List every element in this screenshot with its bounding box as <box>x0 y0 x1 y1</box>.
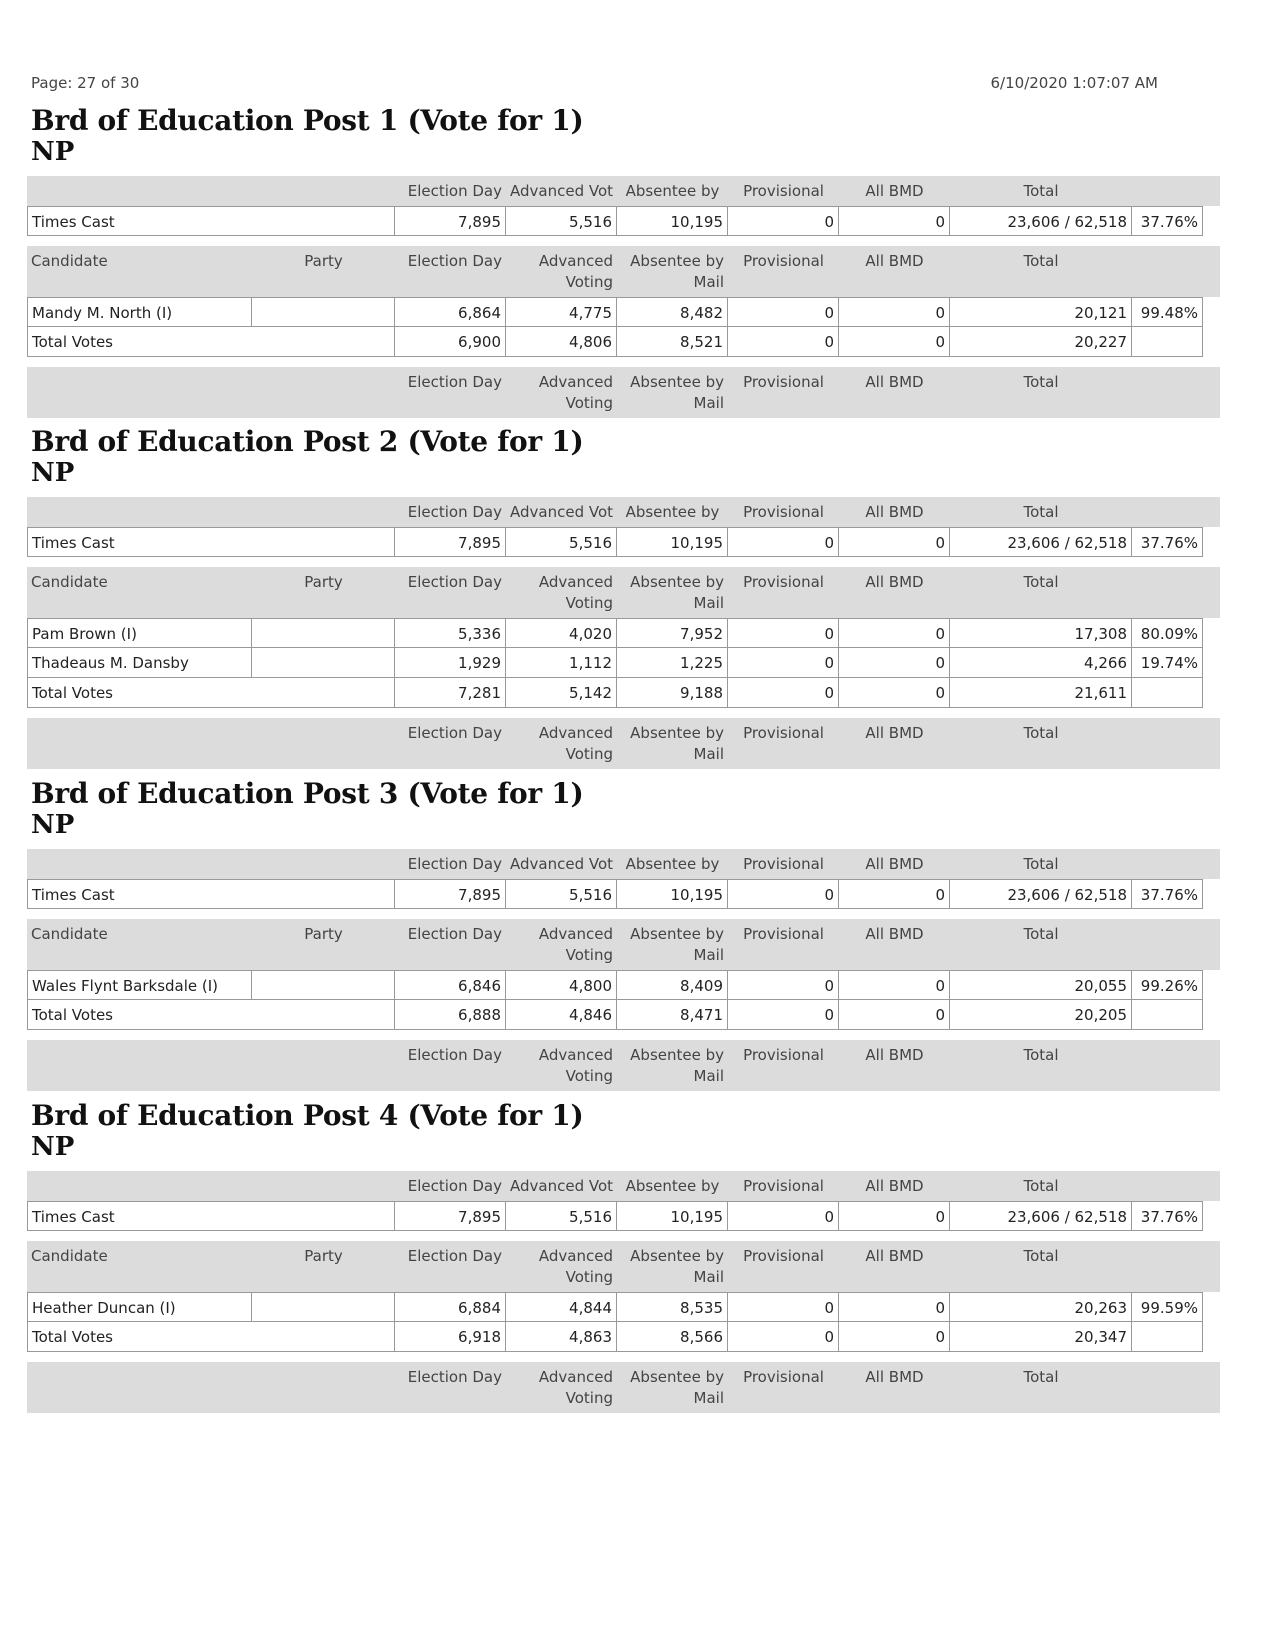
cell-election-day: 7,281 <box>395 678 506 708</box>
col-total: Total <box>1023 1046 1059 1064</box>
col-advanced-voting: Advanced Voting <box>538 252 613 291</box>
cell-pct: 37.76% <box>1132 527 1203 557</box>
cell-absentee: 10,195 <box>617 879 728 909</box>
race-party: NP <box>31 810 75 840</box>
col-election-day: Election Day <box>407 925 502 943</box>
col-absentee-by: Absentee by <box>625 1177 720 1195</box>
col-provisional: Provisional <box>743 925 824 943</box>
times-cast-label: Times Cast <box>27 1201 395 1231</box>
cell-provisional: 0 <box>728 678 839 708</box>
cell-total: 17,308 <box>950 618 1132 648</box>
candidate-header <box>27 567 1220 618</box>
col-candidate: Candidate <box>31 925 108 943</box>
cell-pct: 37.76% <box>1132 879 1203 909</box>
cell-pct: 99.59% <box>1132 1292 1203 1322</box>
col-all-bmd: All BMD <box>865 373 924 391</box>
cell-pct: 99.26% <box>1132 970 1203 1000</box>
cell-pct: 19.74% <box>1132 648 1203 678</box>
col-all-bmd: All BMD <box>865 1368 924 1386</box>
cell-absentee: 8,471 <box>617 1000 728 1030</box>
cell-total: 20,347 <box>950 1322 1132 1352</box>
total-votes-label: Total Votes <box>27 678 395 708</box>
cell-total: 21,611 <box>950 678 1132 708</box>
times-cast-row <box>27 879 1220 909</box>
times-cast-table <box>27 1171 1220 1231</box>
footer-header <box>27 1040 1220 1091</box>
cell-advanced: 5,516 <box>506 879 617 909</box>
col-total: Total <box>1023 925 1059 943</box>
times-cast-table <box>27 176 1220 236</box>
candidate-header <box>27 919 1220 970</box>
col-party: Party <box>304 1247 343 1265</box>
race-party: NP <box>31 458 75 488</box>
col-absentee-by-mail: Absentee by Mail <box>630 925 724 964</box>
col-advanced-voting: Advanced Voting <box>538 573 613 612</box>
footer-header <box>27 1362 1220 1413</box>
candidate-row <box>27 970 1220 1000</box>
cell-election-day: 1,929 <box>395 648 506 678</box>
col-provisional: Provisional <box>743 724 824 742</box>
col-election-day: Election Day <box>407 503 502 521</box>
col-election-day: Election Day <box>407 573 502 591</box>
col-provisional: Provisional <box>743 1368 824 1386</box>
candidate-party <box>252 970 395 1000</box>
col-advanced-voting: Advanced Voting <box>538 724 613 763</box>
cell-absentee: 9,188 <box>617 678 728 708</box>
race-party: NP <box>31 137 75 167</box>
cell-absentee: 8,482 <box>617 297 728 327</box>
col-candidate: Candidate <box>31 252 108 270</box>
col-election-day: Election Day <box>407 1177 502 1195</box>
report-timestamp: 6/10/2020 1:07:07 AM <box>990 74 1158 92</box>
times-cast-table <box>27 497 1220 557</box>
cell-all-bmd: 0 <box>839 206 950 236</box>
cell-pct: 37.76% <box>1132 1201 1203 1231</box>
cell-advanced: 4,800 <box>506 970 617 1000</box>
cell-all-bmd: 0 <box>839 879 950 909</box>
col-advanced-voting: Advanced Voting <box>538 1247 613 1286</box>
cell-provisional: 0 <box>728 648 839 678</box>
col-advanced-voting: Advanced Voting <box>538 1046 613 1085</box>
footer-header <box>27 718 1220 769</box>
cell-absentee: 8,521 <box>617 327 728 357</box>
col-all-bmd: All BMD <box>865 503 924 521</box>
race-title: Brd of Education Post 3 (Vote for 1) <box>31 777 584 810</box>
cell-advanced: 4,846 <box>506 1000 617 1030</box>
col-advanced-voting: Advanced Voting <box>538 373 613 412</box>
total-votes-label: Total Votes <box>27 1322 395 1352</box>
col-total: Total <box>1023 182 1059 200</box>
col-candidate: Candidate <box>31 573 108 591</box>
col-absentee-by-mail: Absentee by Mail <box>630 724 724 763</box>
col-all-bmd: All BMD <box>865 252 924 270</box>
col-provisional: Provisional <box>743 1247 824 1265</box>
col-election-day: Election Day <box>407 182 502 200</box>
col-advanced-vot: Advanced Vot <box>510 182 614 200</box>
cell-all-bmd: 0 <box>839 648 950 678</box>
col-absentee-by-mail: Absentee by Mail <box>630 373 724 412</box>
cell-total: 20,227 <box>950 327 1132 357</box>
candidate-table <box>27 246 1220 357</box>
col-total: Total <box>1023 573 1059 591</box>
col-absentee-by-mail: Absentee by Mail <box>630 252 724 291</box>
candidate-rows <box>27 1292 1220 1322</box>
cell-provisional: 0 <box>728 970 839 1000</box>
cell-total: 23,606 / 62,518 <box>950 527 1132 557</box>
col-election-day: Election Day <box>407 855 502 873</box>
candidate-header <box>27 1241 1220 1292</box>
cell-all-bmd: 0 <box>839 678 950 708</box>
cell-advanced: 5,516 <box>506 206 617 236</box>
cell-election-day: 6,846 <box>395 970 506 1000</box>
candidate-rows <box>27 297 1220 327</box>
col-absentee-by-mail: Absentee by Mail <box>630 1247 724 1286</box>
col-total: Total <box>1023 855 1059 873</box>
col-advanced-voting: Advanced Voting <box>538 925 613 964</box>
race-section <box>27 425 1220 769</box>
times-cast-label: Times Cast <box>27 206 395 236</box>
col-total: Total <box>1023 1368 1059 1386</box>
total-votes-row <box>27 1000 1220 1030</box>
cell-advanced: 4,806 <box>506 327 617 357</box>
cell-election-day: 6,888 <box>395 1000 506 1030</box>
cell-provisional: 0 <box>728 327 839 357</box>
cell-advanced: 5,142 <box>506 678 617 708</box>
times-cast-header <box>27 849 1220 879</box>
col-provisional: Provisional <box>743 855 824 873</box>
cell-absentee: 10,195 <box>617 206 728 236</box>
col-absentee-by-mail: Absentee by Mail <box>630 1368 724 1407</box>
col-advanced-voting: Advanced Voting <box>538 1368 613 1407</box>
cell-pct <box>1132 1322 1203 1352</box>
page-label: Page: 27 of 30 <box>31 74 140 92</box>
col-provisional: Provisional <box>743 503 824 521</box>
cell-all-bmd: 0 <box>839 1201 950 1231</box>
cell-provisional: 0 <box>728 527 839 557</box>
cell-advanced: 4,863 <box>506 1322 617 1352</box>
col-election-day: Election Day <box>407 1368 502 1386</box>
race-section <box>27 104 1220 418</box>
cell-provisional: 0 <box>728 1000 839 1030</box>
cell-provisional: 0 <box>728 1322 839 1352</box>
col-election-day: Election Day <box>407 724 502 742</box>
candidate-table <box>27 567 1220 708</box>
col-total: Total <box>1023 1247 1059 1265</box>
cell-provisional: 0 <box>728 297 839 327</box>
col-provisional: Provisional <box>743 252 824 270</box>
cell-election-day: 7,895 <box>395 879 506 909</box>
candidate-table <box>27 1241 1220 1352</box>
cell-total: 20,055 <box>950 970 1132 1000</box>
col-election-day: Election Day <box>407 252 502 270</box>
cell-total: 23,606 / 62,518 <box>950 879 1132 909</box>
candidate-rows <box>27 970 1220 1000</box>
cell-pct <box>1132 327 1203 357</box>
cell-absentee: 8,566 <box>617 1322 728 1352</box>
cell-advanced: 1,112 <box>506 648 617 678</box>
col-all-bmd: All BMD <box>865 724 924 742</box>
race-title: Brd of Education Post 4 (Vote for 1) <box>31 1099 584 1132</box>
candidate-header <box>27 246 1220 297</box>
col-election-day: Election Day <box>407 1247 502 1265</box>
cell-all-bmd: 0 <box>839 1322 950 1352</box>
race-section <box>27 777 1220 1091</box>
total-votes-label: Total Votes <box>27 1000 395 1030</box>
cell-provisional: 0 <box>728 1201 839 1231</box>
col-party: Party <box>304 925 343 943</box>
cell-all-bmd: 0 <box>839 618 950 648</box>
cell-pct: 99.48% <box>1132 297 1203 327</box>
col-provisional: Provisional <box>743 182 824 200</box>
cell-provisional: 0 <box>728 618 839 648</box>
col-party: Party <box>304 573 343 591</box>
cell-absentee: 8,409 <box>617 970 728 1000</box>
cell-all-bmd: 0 <box>839 970 950 1000</box>
times-cast-header <box>27 176 1220 206</box>
cell-total: 23,606 / 62,518 <box>950 1201 1132 1231</box>
times-cast-label: Times Cast <box>27 527 395 557</box>
col-provisional: Provisional <box>743 1177 824 1195</box>
candidate-name: Wales Flynt Barksdale (I) <box>27 970 252 1000</box>
col-all-bmd: All BMD <box>865 855 924 873</box>
candidate-rows <box>27 618 1220 678</box>
times-cast-label: Times Cast <box>27 879 395 909</box>
cell-total: 20,121 <box>950 297 1132 327</box>
cell-absentee: 1,225 <box>617 648 728 678</box>
race-section <box>27 1099 1220 1413</box>
footer-header <box>27 367 1220 418</box>
cell-election-day: 7,895 <box>395 527 506 557</box>
col-provisional: Provisional <box>743 373 824 391</box>
cell-election-day: 7,895 <box>395 1201 506 1231</box>
cell-total: 20,205 <box>950 1000 1132 1030</box>
col-advanced-vot: Advanced Vot <box>510 1177 614 1195</box>
col-all-bmd: All BMD <box>865 1046 924 1064</box>
cell-advanced: 5,516 <box>506 527 617 557</box>
times-cast-row <box>27 206 1220 236</box>
col-absentee-by-mail: Absentee by Mail <box>630 573 724 612</box>
candidate-name: Thadeaus M. Dansby <box>27 648 252 678</box>
col-provisional: Provisional <box>743 1046 824 1064</box>
cell-election-day: 7,895 <box>395 206 506 236</box>
col-total: Total <box>1023 252 1059 270</box>
total-votes-row <box>27 327 1220 357</box>
col-all-bmd: All BMD <box>865 573 924 591</box>
race-title: Brd of Education Post 1 (Vote for 1) <box>31 104 584 137</box>
cell-total: 4,266 <box>950 648 1132 678</box>
candidate-name: Mandy M. North (I) <box>27 297 252 327</box>
candidate-party <box>252 618 395 648</box>
candidate-table <box>27 919 1220 1030</box>
col-absentee-by: Absentee by <box>625 503 720 521</box>
cell-election-day: 6,918 <box>395 1322 506 1352</box>
col-election-day: Election Day <box>407 373 502 391</box>
cell-pct: 37.76% <box>1132 206 1203 236</box>
cell-absentee: 10,195 <box>617 527 728 557</box>
cell-advanced: 4,020 <box>506 618 617 648</box>
cell-provisional: 0 <box>728 1292 839 1322</box>
times-cast-row <box>27 1201 1220 1231</box>
col-all-bmd: All BMD <box>865 182 924 200</box>
times-cast-row <box>27 527 1220 557</box>
cell-all-bmd: 0 <box>839 1000 950 1030</box>
col-total: Total <box>1023 724 1059 742</box>
cell-provisional: 0 <box>728 206 839 236</box>
col-all-bmd: All BMD <box>865 925 924 943</box>
cell-advanced: 4,844 <box>506 1292 617 1322</box>
col-absentee-by-mail: Absentee by Mail <box>630 1046 724 1085</box>
cell-election-day: 6,864 <box>395 297 506 327</box>
col-total: Total <box>1023 503 1059 521</box>
col-all-bmd: All BMD <box>865 1247 924 1265</box>
cell-all-bmd: 0 <box>839 1292 950 1322</box>
col-advanced-vot: Advanced Vot <box>510 503 614 521</box>
col-candidate: Candidate <box>31 1247 108 1265</box>
cell-pct <box>1132 1000 1203 1030</box>
cell-advanced: 4,775 <box>506 297 617 327</box>
col-election-day: Election Day <box>407 1046 502 1064</box>
candidate-party <box>252 1292 395 1322</box>
candidate-party <box>252 297 395 327</box>
race-title: Brd of Education Post 2 (Vote for 1) <box>31 425 584 458</box>
col-provisional: Provisional <box>743 573 824 591</box>
times-cast-header <box>27 1171 1220 1201</box>
cell-election-day: 6,884 <box>395 1292 506 1322</box>
col-total: Total <box>1023 373 1059 391</box>
candidate-party <box>252 648 395 678</box>
col-total: Total <box>1023 1177 1059 1195</box>
candidate-row <box>27 1292 1220 1322</box>
cell-election-day: 5,336 <box>395 618 506 648</box>
cell-pct: 80.09% <box>1132 618 1203 648</box>
cell-all-bmd: 0 <box>839 527 950 557</box>
cell-absentee: 10,195 <box>617 1201 728 1231</box>
cell-total: 23,606 / 62,518 <box>950 206 1132 236</box>
candidate-row <box>27 297 1220 327</box>
cell-pct <box>1132 678 1203 708</box>
race-party: NP <box>31 1132 75 1162</box>
cell-all-bmd: 0 <box>839 297 950 327</box>
candidate-row <box>27 618 1220 648</box>
candidate-name: Pam Brown (I) <box>27 618 252 648</box>
cell-all-bmd: 0 <box>839 327 950 357</box>
times-cast-header <box>27 497 1220 527</box>
col-all-bmd: All BMD <box>865 1177 924 1195</box>
cell-absentee: 7,952 <box>617 618 728 648</box>
cell-election-day: 6,900 <box>395 327 506 357</box>
times-cast-table <box>27 849 1220 909</box>
cell-total: 20,263 <box>950 1292 1132 1322</box>
total-votes-row <box>27 678 1220 708</box>
col-advanced-vot: Advanced Vot <box>510 855 614 873</box>
cell-absentee: 8,535 <box>617 1292 728 1322</box>
col-absentee-by: Absentee by <box>625 182 720 200</box>
cell-advanced: 5,516 <box>506 1201 617 1231</box>
candidate-name: Heather Duncan (I) <box>27 1292 252 1322</box>
candidate-row <box>27 648 1220 678</box>
total-votes-row <box>27 1322 1220 1352</box>
col-absentee-by: Absentee by <box>625 855 720 873</box>
col-party: Party <box>304 252 343 270</box>
total-votes-label: Total Votes <box>27 327 395 357</box>
cell-provisional: 0 <box>728 879 839 909</box>
